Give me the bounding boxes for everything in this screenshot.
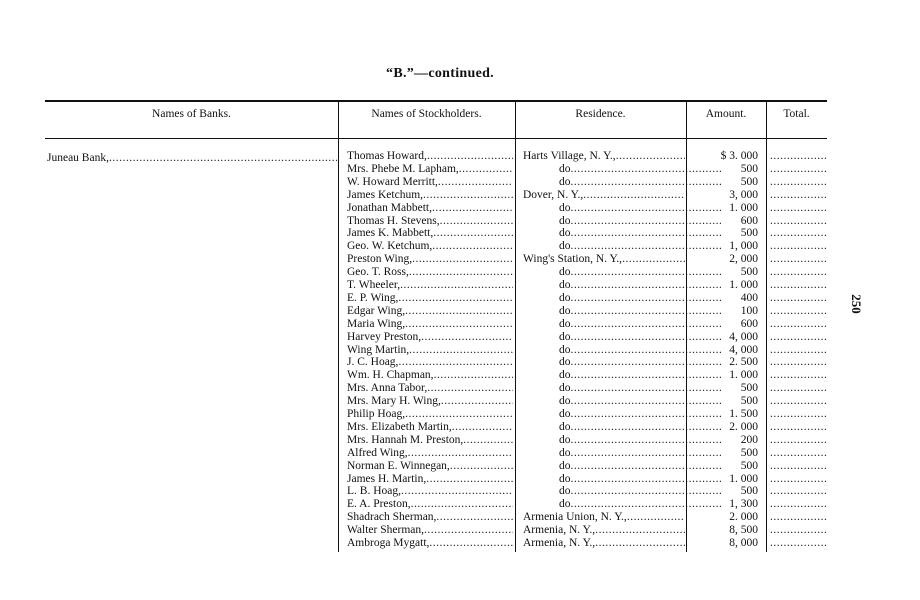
table-row [0,318,920,331]
stockholder-name-cell-text: E. P. Wing, [347,291,399,304]
stockholder-name-cell [347,524,513,537]
amount-cell-text: 1, 300 [729,498,758,511]
amount-cell-text: 2. 000 [729,420,758,433]
table-row [0,369,920,382]
amount-cell [690,498,758,511]
total-cell [770,227,828,240]
bank-name-text: Juneau Bank, [47,152,109,164]
table-row [0,485,920,498]
table-row [0,253,920,266]
stockholder-name-cell [347,460,513,473]
stockholder-name-cell [347,240,513,253]
residence-cell-text: do [559,498,571,511]
amount-cell [690,176,758,189]
total-cell [770,305,828,318]
stockholder-name-cell [347,434,513,447]
stockholder-name-cell [347,485,513,498]
stockholder-name-cell [347,163,513,176]
amount-cell [690,395,758,408]
table-row [0,524,920,537]
amount-cell [690,369,758,382]
table-row [0,434,920,447]
stockholder-name-cell-text: Mrs. Elizabeth Martin, [347,420,452,433]
residence-cell-text: do [559,356,571,369]
total-cell [770,524,828,537]
residence-cell-text: do [559,266,571,279]
table-row [0,473,920,486]
residence-cell-text: do [559,227,571,240]
stockholder-name-cell [347,266,513,279]
residence-cell-text: do [559,330,571,343]
residence-cell-text: do [559,304,571,317]
stockholder-name-cell-text: Mrs. Anna Tabor, [347,382,428,395]
total-cell [770,356,828,369]
stockholder-name-cell [347,344,513,357]
stockholder-name-cell-text: Mrs. Mary H. Wing, [347,395,441,408]
total-cell [770,421,828,434]
stockholder-name-cell-text: Wing Martin, [347,343,410,356]
stockholder-name-cell-text: Preston Wing, [347,253,413,266]
amount-cell [690,485,758,498]
amount-cell [690,240,758,253]
header-amount: Amount. [705,108,747,120]
stockholder-name-cell-text: W. Howard Merritt, [347,175,438,188]
stockholder-name-cell [347,176,513,189]
total-cell [770,189,828,202]
amount-cell-text: 100 [740,304,758,317]
stockholder-name-cell [347,447,513,460]
residence-cell-text: Armenia Union, N. Y., [523,511,627,524]
residence-cell [523,253,685,266]
table-row [0,305,920,318]
stockholder-name-cell [347,189,513,202]
amount-cell [690,253,758,266]
stockholder-name-cell-text: Philip Hoag, [347,408,406,420]
table-row [0,382,920,395]
table-row [0,344,920,357]
amount-cell [690,344,758,357]
residence-cell-text: Dover, N. Y., [523,188,584,201]
table-row [0,176,920,189]
amount-cell-text: $ 3. 000 [720,150,758,162]
amount-cell-text: 500 [740,266,758,279]
stockholder-name-cell [347,331,513,344]
total-cell [770,537,828,550]
stockholder-name-cell [347,279,513,292]
residence-cell-text: Armenia, N. Y., [523,524,596,537]
amount-cell [690,421,758,434]
total-cell [770,434,828,447]
page-number: 250 [848,294,864,314]
residence-cell [523,511,685,524]
amount-cell-text: 500 [740,459,758,472]
stockholder-name-cell-text: Alfred Wing, [347,446,408,459]
amount-cell [690,305,758,318]
stockholder-name-cell [347,253,513,266]
total-cell [770,498,828,511]
stockholder-name-cell-text: James H. Martin, [347,472,427,485]
stockholder-name-cell [347,498,513,511]
table-row [0,511,920,524]
stockholder-name-cell-text: Thomas Howard, [347,150,427,162]
table-top-rule [45,100,827,102]
amount-cell-text: 1, 000 [729,240,758,253]
amount-cell [690,473,758,486]
stockholder-name-cell [347,356,513,369]
amount-cell-text: 500 [740,175,758,188]
amount-cell [690,434,758,447]
amount-cell [690,292,758,305]
residence-cell-text: do [559,408,571,420]
amount-cell-text: 500 [740,227,758,240]
table-row [0,240,920,253]
amount-cell-text: 8, 500 [729,524,758,537]
stockholder-name-cell [347,215,513,228]
total-cell [770,240,828,253]
total-cell [770,215,828,228]
residence-cell-text: do [559,317,571,330]
stockholder-name-cell-text: Geo. W. Ketchum, [347,240,433,253]
amount-cell-text: 2. 000 [729,511,758,524]
stockholder-name-cell-text: Maria Wing, [347,317,406,330]
amount-cell-text: 2, 000 [729,253,758,266]
page-title: “B.”—continued. [386,66,494,81]
amount-cell [690,460,758,473]
amount-cell-text: 200 [740,433,758,446]
stockholder-name-cell [347,202,513,215]
stockholder-name-cell-text: Norman E. Winnegan, [347,459,450,472]
header-banks: Names of Banks. [152,108,231,120]
stockholder-name-cell-text: Geo. T. Ross, [347,266,409,279]
stockholder-name-cell-text: T. Wheeler, [347,279,401,291]
total-cell [770,447,828,460]
table-row [0,460,920,473]
total-cell [770,266,828,279]
amount-cell-text: 1. 000 [729,472,758,485]
residence-cell [523,150,685,163]
stockholder-name-cell-text: Walter Sherman, [347,524,424,537]
amount-cell [690,524,758,537]
stockholder-name-cell [347,511,513,524]
header-total: Total. [783,108,810,120]
stockholder-name-cell-text: Shadrach Sherman, [347,511,437,524]
residence-cell-text: Wing's Station, N. Y., [523,253,623,266]
table-row [0,421,920,434]
residence-cell-text: do [559,240,571,253]
table-row [0,356,920,369]
residence-cell-text: do [559,214,571,227]
stockholder-name-cell [347,292,513,305]
stockholder-name-cell [347,227,513,240]
stockholder-name-cell-text: James K. Mabbett, [347,227,434,240]
total-cell [770,395,828,408]
total-cell [770,473,828,486]
stockholder-name-cell-text: Mrs. Hannah M. Preston, [347,433,464,446]
amount-cell [690,318,758,331]
residence-cell-text: do [559,162,571,175]
amount-cell-text: 500 [740,446,758,459]
stockholder-name-cell-text: E. A. Preston, [347,498,411,511]
residence-cell-text: do [559,279,571,291]
stockholder-name-cell [347,382,513,395]
table-row [0,163,920,176]
amount-cell-text: 8, 000 [729,537,758,549]
amount-cell [690,279,758,292]
total-cell [770,150,828,163]
table-row [0,395,920,408]
total-cell [770,331,828,344]
table-row [0,292,920,305]
residence-cell-text: do [559,343,571,356]
amount-cell-text: 400 [740,291,758,304]
total-cell [770,460,828,473]
residence-cell-text: Harts Village, N. Y., [523,150,616,162]
stockholder-name-cell-text: James Ketchum, [347,188,424,201]
amount-cell [690,382,758,395]
total-cell [770,202,828,215]
stockholder-name-cell-text: Edgar Wing, [347,304,406,317]
table-row [0,227,920,240]
amount-cell [690,202,758,215]
residence-cell-text: do [559,472,571,485]
header-residence: Residence. [575,108,626,120]
amount-cell-text: 500 [740,162,758,175]
amount-cell-text: 4, 000 [729,343,758,356]
total-cell [770,344,828,357]
amount-cell-text: 3, 000 [729,188,758,201]
amount-cell-text: 4, 000 [729,330,758,343]
total-cell [770,511,828,524]
residence-cell-text: do [559,446,571,459]
total-cell [770,382,828,395]
total-cell [770,485,828,498]
residence-cell-text: do [559,291,571,304]
table-header-rule [45,138,827,139]
stockholder-name-cell [347,305,513,318]
amount-cell [690,163,758,176]
amount-cell-text: 1. 000 [729,279,758,291]
residence-cell-text: do [559,459,571,472]
header-stockholders: Names of Stockholders. [371,108,482,120]
table-row [0,447,920,460]
total-cell [770,176,828,189]
stockholder-name-cell-text: Ambroga Mygatt, [347,537,430,549]
table-row [0,150,920,163]
amount-cell-text: 500 [740,485,758,498]
total-cell [770,318,828,331]
amount-cell-text: 2. 500 [729,356,758,369]
residence-cell [523,189,685,202]
table-row [0,189,920,202]
total-cell [770,253,828,266]
stockholder-name-cell-text: Wm. H. Chapman, [347,369,434,382]
amount-cell [690,537,758,550]
amount-cell [690,150,758,163]
amount-cell [690,227,758,240]
residence-cell-text: do [559,382,571,395]
table-row [0,215,920,228]
total-cell [770,279,828,292]
stockholder-name-cell [347,421,513,434]
table-row [0,266,920,279]
amount-cell [690,408,758,421]
residence-cell-text: do [559,201,571,214]
amount-cell-text: 1. 000 [729,369,758,382]
total-cell [770,292,828,305]
stockholder-name-cell [347,369,513,382]
stockholder-name-cell-text: Thomas H. Stevens, [347,214,440,227]
table-row [0,279,920,292]
amount-cell-text: 1. 000 [729,201,758,214]
stockholder-name-cell [347,408,513,421]
total-cell [770,408,828,421]
residence-cell [523,524,685,537]
stockholder-name-cell-text: Harvey Preston, [347,330,422,343]
stockholder-name-cell [347,537,513,550]
residence-cell-text: do [559,395,571,408]
amount-cell [690,511,758,524]
residence-cell-text: do [559,175,571,188]
stockholder-name-cell [347,473,513,486]
residence-cell-text: Armenia, N. Y., [523,537,596,549]
stockholder-name-cell [347,318,513,331]
stockholder-name-cell [347,150,513,163]
stockholder-name-cell-text: J. C. Hoag, [347,356,399,369]
residence-cell-text: do [559,433,571,446]
amount-cell [690,266,758,279]
table-row [0,331,920,344]
amount-cell-text: 500 [740,395,758,408]
residence-cell-text: do [559,420,571,433]
amount-cell [690,447,758,460]
table-row [0,202,920,215]
stockholder-name-cell-text: L. B. Hoag, [347,485,401,498]
residence-cell [523,537,685,550]
amount-cell [690,331,758,344]
stockholder-name-cell-text: Jonathan Mabbett, [347,201,432,214]
table-row [0,408,920,421]
stockholder-name-cell [347,395,513,408]
table-row [0,537,920,550]
stockholder-name-cell-text: Mrs. Phebe M. Lapham, [347,162,459,175]
residence-cell-text: do [559,369,571,382]
amount-cell [690,215,758,228]
amount-cell [690,356,758,369]
amount-cell [690,189,758,202]
amount-cell-text: 500 [740,382,758,395]
amount-cell-text: 600 [740,214,758,227]
table-row [0,498,920,511]
amount-cell-text: 600 [740,317,758,330]
total-cell [770,369,828,382]
amount-cell-text: 1. 500 [729,408,758,420]
total-cell [770,163,828,176]
residence-cell-text: do [559,485,571,498]
